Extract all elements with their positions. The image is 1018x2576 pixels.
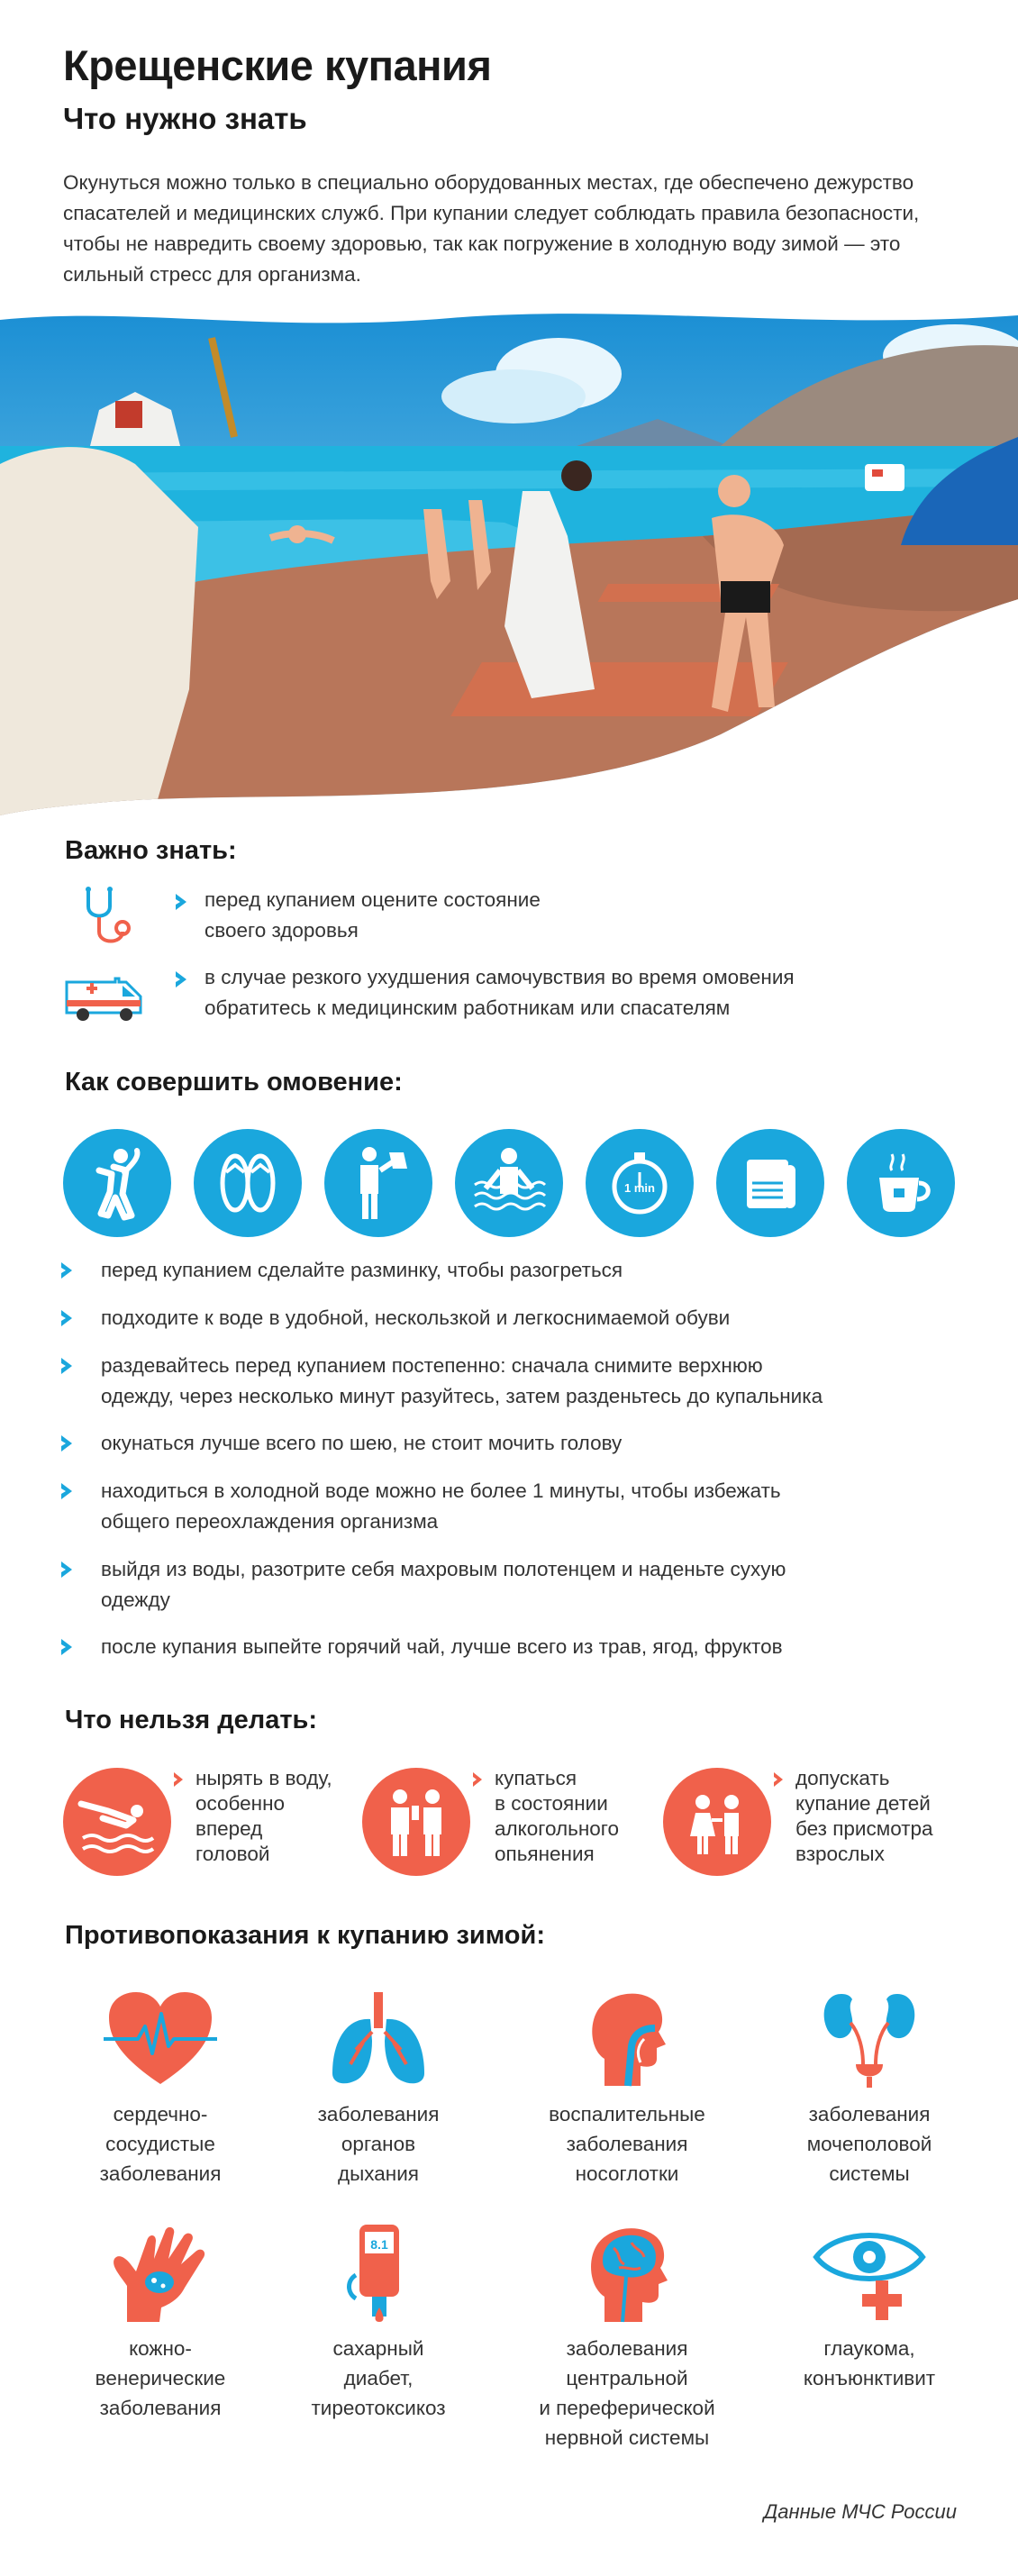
contra-line: дыхания	[338, 2162, 419, 2185]
list-item-line: общего переохлаждения организма	[101, 1510, 439, 1533]
contra-line: органов	[341, 2133, 416, 2155]
contra-title: Противопоказания к купанию зимой:	[65, 1921, 545, 1950]
contra-line: заболевания	[808, 2103, 931, 2125]
diving-icon	[63, 1768, 171, 1876]
children-icon	[663, 1768, 771, 1876]
stopwatch-label: 1 min	[624, 1181, 655, 1195]
important-item	[63, 962, 964, 1034]
list-item-line: перед купанием сделайте разминку, чтобы разогреться	[101, 1259, 623, 1281]
contra-item	[514, 2221, 740, 2453]
towel-icon	[716, 1129, 824, 1237]
chevron-right-icon	[772, 1770, 785, 1789]
chevron-right-icon	[172, 1770, 185, 1789]
chevron-right-icon	[59, 1637, 74, 1657]
forbidden-title: Что нельзя делать:	[65, 1706, 318, 1734]
forbidden-line: допускать	[795, 1767, 890, 1789]
contra-item	[266, 2221, 491, 2423]
important-line: своего здоровья	[205, 919, 359, 942]
list-item-line: после купания выпейте горячий чай, лучше всего из трав, ягод, фруктов	[101, 1635, 783, 1658]
ambulance-icon	[63, 962, 144, 1034]
contra-item	[266, 1987, 491, 2189]
svg-text:8.1: 8.1	[370, 2237, 388, 2252]
contra-item	[48, 2221, 273, 2423]
page-title: Крещенские купания	[63, 41, 492, 89]
forbidden-line: вперед	[195, 1817, 263, 1840]
forbidden-item	[663, 1768, 960, 1885]
chevron-right-icon	[59, 1308, 74, 1328]
flip-flops-icon	[194, 1129, 302, 1237]
forbidden-item	[63, 1768, 360, 1885]
contra-line: нервной системы	[544, 2426, 710, 2449]
forbidden-line: взрослых	[795, 1843, 885, 1865]
contra-item	[514, 1987, 740, 2189]
contra-line: заболевания	[99, 2162, 222, 2185]
forbidden-line: опьянения	[495, 1843, 595, 1865]
contra-item	[48, 1987, 273, 2189]
important-line: в случае резкого ухудшения самочувствия во время омовения	[205, 966, 795, 988]
list-item-line: одежду	[101, 1588, 170, 1611]
forbidden-line: в состоянии	[495, 1792, 608, 1815]
hot-tea-icon	[847, 1129, 955, 1237]
eye-cross-icon	[811, 2221, 928, 2325]
how-title: Как совершить омовение:	[65, 1068, 403, 1097]
chevron-right-icon	[59, 1356, 74, 1376]
forbidden-line: купаться	[495, 1767, 577, 1789]
list-item-line: раздевайтесь перед купанием постепенно: сначала снимите верхнюю	[101, 1354, 763, 1377]
contra-line: и переферической	[539, 2397, 715, 2419]
stethoscope-icon	[63, 885, 144, 957]
contra-line: заболевания	[566, 2337, 688, 2360]
important-title: Важно знать:	[65, 836, 237, 865]
contra-line: носоглотки	[575, 2162, 679, 2185]
forbidden-line: купание детей	[795, 1792, 931, 1815]
drinking-people-icon	[362, 1768, 470, 1876]
contra-line: диабет,	[343, 2367, 414, 2389]
chevron-right-icon	[59, 1560, 74, 1579]
undressing-icon	[324, 1129, 432, 1237]
chevron-right-icon	[59, 1261, 74, 1280]
forbidden-line: нырять в воду,	[195, 1767, 332, 1789]
contra-line: воспалительные	[549, 2103, 705, 2125]
contra-line: конъюнктивит	[803, 2367, 936, 2389]
chevron-right-icon	[59, 1481, 74, 1501]
list-item-line: выйдя из воды, разотрите себя махровым полотенцем и наденьте сухую	[101, 1558, 786, 1580]
important-line: перед купанием оцените состояние	[205, 888, 541, 911]
contra-line: заболевания	[317, 2103, 440, 2125]
swimmer-neck-icon	[455, 1129, 563, 1237]
contra-line: сердечно-	[113, 2103, 208, 2125]
contra-line: центральной	[566, 2367, 688, 2389]
page-subtitle: Что нужно знать	[63, 102, 307, 135]
contra-item	[757, 2221, 982, 2393]
contra-line: сахарный	[332, 2337, 424, 2360]
lungs-icon	[320, 1987, 437, 2090]
forbidden-line: алкогольного	[495, 1817, 619, 1840]
intro-text: Окунуться можно только в специально оборудованных местах, где обеспечено дежурство спасателей и медицинских служб. При купании следует соблюдать правила безопасности, чтобы не навредить своему здоровью, так как погружение в холодную воду зимой — это сильный стресс для организма.	[63, 171, 920, 286]
heart-icon	[102, 1987, 219, 2090]
chevron-right-icon	[471, 1770, 484, 1789]
forbidden-item	[362, 1768, 659, 1885]
contra-line: мочеполовой	[806, 2133, 932, 2155]
list-item-line: находиться в холодной воде можно не более 1 минуты, чтобы избежать	[101, 1479, 781, 1502]
contra-line: тиреотоксикоз	[311, 2397, 446, 2419]
contra-line: заболевания	[566, 2133, 688, 2155]
forbidden-line: головой	[195, 1843, 270, 1865]
contra-line: сосудистые	[105, 2133, 215, 2155]
list-item-line: окунаться лучше всего по шею, не стоит мочить голову	[101, 1432, 623, 1454]
forbidden-line: особенно	[195, 1792, 286, 1815]
contra-line: венерические	[95, 2367, 226, 2389]
list-item-line: подходите к воде в удобной, нескользкой и легкоснимаемой обуви	[101, 1306, 731, 1329]
contra-line: глаукома,	[823, 2337, 915, 2360]
list-item-line: одежду, через несколько минут разуйтесь, затем разденьтесь до купальника	[101, 1385, 823, 1407]
hero-illustration	[0, 311, 1018, 815]
glucometer-icon	[320, 2221, 437, 2325]
chevron-right-icon	[59, 1434, 74, 1453]
contra-line: системы	[829, 2162, 910, 2185]
warmup-icon	[63, 1129, 171, 1237]
nasopharynx-icon	[568, 1987, 686, 2090]
chevron-right-icon	[173, 969, 189, 989]
source-note: Данные МЧС России	[763, 2500, 957, 2523]
important-item	[63, 885, 964, 957]
chevron-right-icon	[173, 892, 189, 912]
contra-item	[757, 1987, 982, 2189]
brain-head-icon	[568, 2221, 686, 2325]
forbidden-line: без присмотра	[795, 1817, 933, 1840]
contra-line: заболевания	[99, 2397, 222, 2419]
skin-hand-icon	[102, 2221, 219, 2325]
stopwatch-icon	[586, 1129, 694, 1237]
important-line: обратитесь к медицинским работникам или спасателям	[205, 997, 731, 1019]
contra-line: кожно-	[129, 2337, 192, 2360]
kidneys-icon	[811, 1987, 928, 2090]
